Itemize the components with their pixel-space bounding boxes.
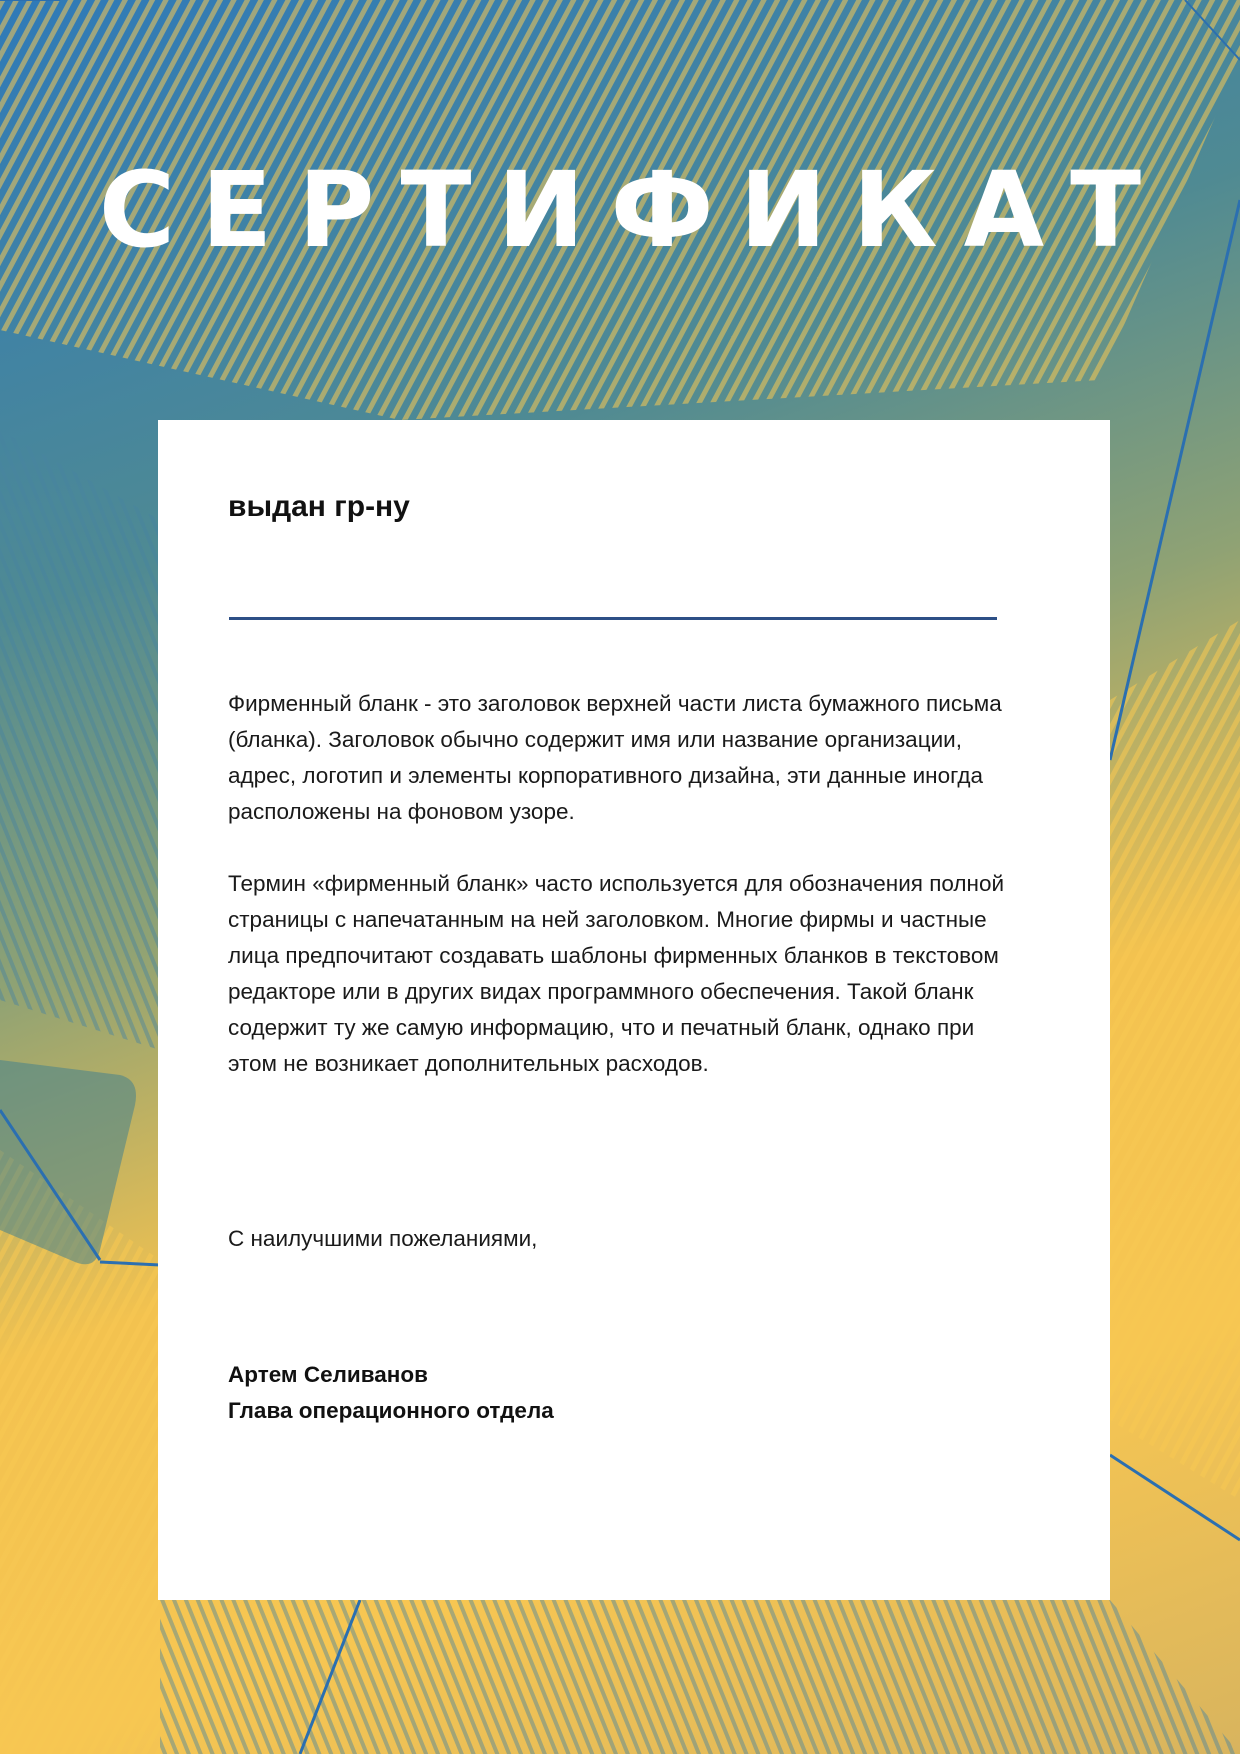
body-paragraph-2: Термин «фирменный бланк» часто используется для обозначения полной страницы с напечатанным на ней заголовком. Многие фирмы и частные лица предпочитают создавать шаблоны фирменных бланков в текстовом редакторе или в других видах программного обеспечения. Такой бланк содержит ту же самую информацию, что и печатный бланк, однако при этом не возникает дополнительных расходов.	[228, 871, 1005, 1076]
certificate-card	[158, 420, 1110, 1600]
signatory-name: Артем Селиванов	[228, 1362, 428, 1387]
closing-line: С наилучшими пожеланиями,	[228, 1226, 538, 1251]
body-paragraph-1: Фирменный бланк - это заголовок верхней части листа бумажного письма (бланка). Заголовок обычно содержит имя или название организации, адрес, логотип и элементы корпоративного дизайна, эти данные иногда расположены на фоновом узоре.	[228, 691, 1002, 824]
certificate-title: СЕРТИФИКАТ	[98, 149, 1168, 271]
recipient-name-line	[229, 617, 997, 620]
signatory-role: Глава операционного отдела	[228, 1398, 554, 1423]
issued-to-label: выдан гр-ну	[228, 490, 410, 523]
